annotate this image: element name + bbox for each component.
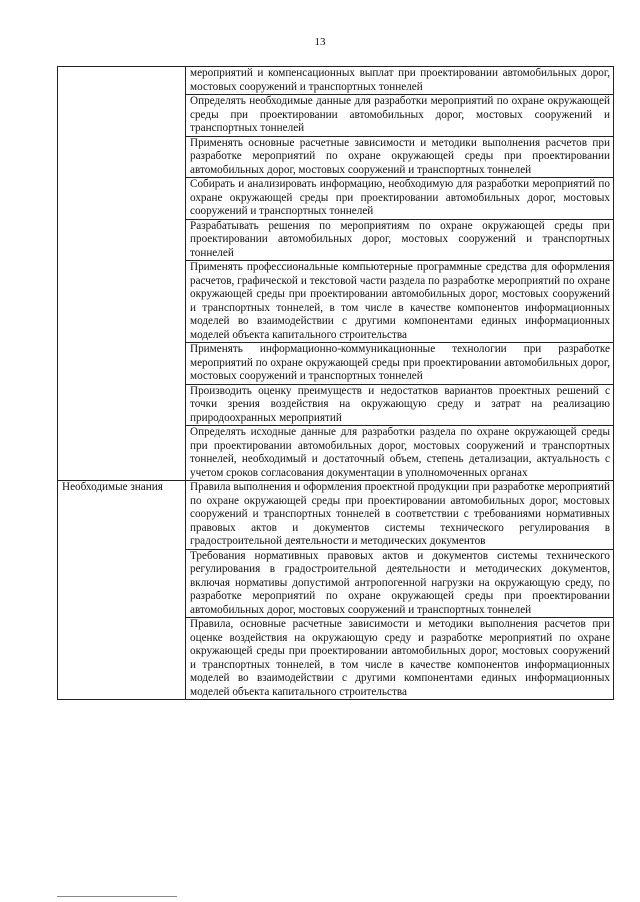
section-label-required-knowledge: Необходимые знания bbox=[58, 481, 186, 700]
knowledge-item-1: Правила выполнения и оформления проектной продукции при разработке мероприятий по охране окружающей среды при проектировании автомобильных дорог, мостовых сооружений и транспортных тоннелей в соответствии с требованиями нормативных правовых актов и документов системы технического регулирования в градостроительной деятельности и методических документов bbox=[186, 481, 614, 550]
knowledge-item-2: Требования нормативных правовых актов и документов системы технического регулирования в градостроительной деятельности и методических документов, включая нормативы допустимой антропогенной нагрузки на окружающую среду, по разработке мероприятий по охране окружающей среды при проектировании автомобильных дорог, мостовых сооружений и транспортных тоннелей bbox=[186, 549, 614, 618]
skill-item-7: Применять информационно-коммуникационные технологии при разработке мероприятий по охране окружающей среды при проектировании автомобильных дорог, мостовых сооружений и транспортных тоннелей bbox=[186, 343, 614, 385]
skill-item-3: Применять основные расчетные зависимости и методики выполнения расчетов при разработке мероприятий по охране окружающей среды при проектировании автомобильных дорог, мостовых сооружений и транспортных тоннелей bbox=[186, 136, 614, 178]
page-bottom-divider bbox=[57, 896, 177, 897]
skill-item-5: Разрабатывать решения по мероприятиям по охране окружающей среды при проектировании автомобильных дорог, мостовых сооружений и транспортных тоннелей bbox=[186, 219, 614, 261]
table-row bbox=[58, 67, 614, 95]
page-number: 13 bbox=[314, 36, 326, 48]
skill-item-9: Определять исходные данные для разработки раздела по охране окружающей среды при проектировании автомобильных дорог, мостовых сооружений и транспортных тоннелей, необходимый и достаточный объем, степень детализации, актуальность с учетом сроков согласования документации в уполномоченных органах bbox=[186, 426, 614, 481]
table-row bbox=[58, 481, 614, 550]
skill-item-2: Определять необходимые данные для разработки мероприятий по охране окружающей среды при проектировании автомобильных дорог, мостовых сооружений и транспортных тоннелей bbox=[186, 95, 614, 137]
knowledge-item-3: Правила, основные расчетные зависимости и методики выполнения расчетов при оценке воздействия на окружающую среду и разработке мероприятий по охране окружающей среды при проектировании автомобильных дорог, мостовых сооружений и транспортных тоннелей, в том числе в качестве компонентов информационных моделей во взаимодействии с другими компонентами единых информационных моделей объекта капитального строительства bbox=[186, 618, 614, 700]
skill-item-8: Производить оценку преимуществ и недостатков вариантов проектных решений с точки зрения воздействия на окружающую среду и затрат на реализацию природоохранных мероприятий bbox=[186, 384, 614, 426]
competency-table bbox=[57, 66, 614, 700]
skill-item-6: Применять профессиональные компьютерные программные средства для оформления расчетов, графической и текстовой части раздела по разработке мероприятий по охране окружающей среды при проектировании автомобильных дорог, мостовых сооружений и транспортных тоннелей, в том числе в качестве компонентов информационных моделей во взаимодействии с другими компонентами единых информационных моделей объекта капитального строительства bbox=[186, 261, 614, 343]
skill-item-1: мероприятий и компенсационных выплат при проектировании автомобильных дорог, мостовых сооружений и транспортных тоннелей bbox=[186, 67, 614, 95]
skill-item-4: Собирать и анализировать информацию, необходимую для разработки мероприятий по охране окружающей среды при проектировании автомобильных дорог, мостовых сооружений и транспортных тоннелей bbox=[186, 178, 614, 220]
section-label-skills-continued bbox=[58, 67, 186, 481]
